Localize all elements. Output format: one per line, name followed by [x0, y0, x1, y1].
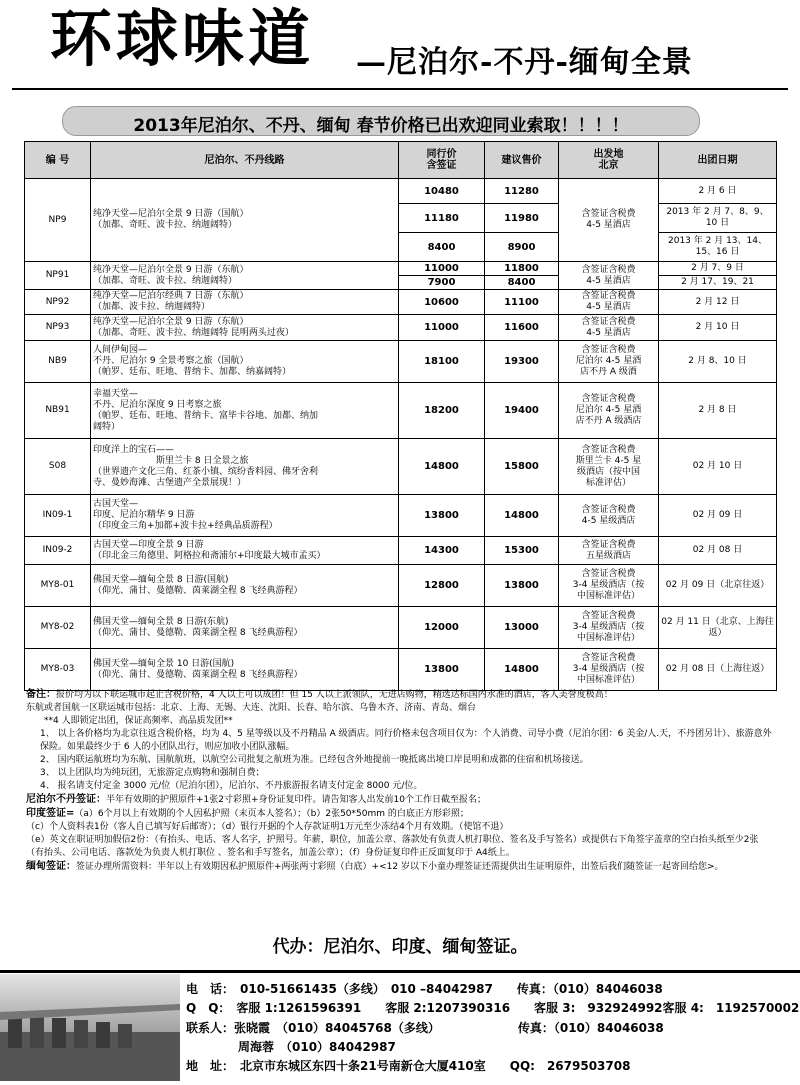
row-note: 含签证含税费 4-5 星酒店 [559, 262, 659, 290]
seats-text: **4 人即锁定出团，保证高频率、高品质发团** [26, 716, 233, 726]
row-retail-price: 15300 [485, 537, 559, 565]
row-code: NB91 [25, 383, 91, 439]
row-route: 纯净天堂—尼泊尔全景 9 日游（东航） （加都、奇旺、波卡拉、纳迦阔特 昆明两头过夜） [91, 315, 399, 341]
footer-address: 地 址： 北京市东城区东四十条21号南新仓大厦410室 QQ: 2679503708 [186, 1059, 631, 1073]
india-visa-text: （a）6个月以上有效期的个人因私护照（末页本人签名）；（b）2张50*50mm 的白底正方形彩照； [74, 809, 469, 819]
row-peer-price: 11180 [399, 204, 485, 233]
row-note: 含签证含税费 3-4 星级酒店（按 中国标准评估） [559, 607, 659, 649]
row-route: 纯净天堂—尼泊尔全景 9 日游（东航） （加都、奇旺、波卡拉、纳迦阔特） [91, 262, 399, 290]
row-code: IN09-2 [25, 537, 91, 565]
note-item: 3、 以上团队均为纯玩团，无旅游定点购物和强制自费； [40, 768, 265, 778]
row-peer-price: 11000 [399, 262, 485, 276]
price-table [24, 141, 777, 691]
row-retail-price: 8900 [485, 233, 559, 262]
footer-contact: 联系人：张晓霞 （010）84045768（多线） 传真：（010）84046038 [186, 1021, 664, 1035]
row-note: 含签证含税费 3-4 星级酒店（按 中国标准评估） [559, 565, 659, 607]
row-date: 02 月 10 日 [659, 439, 777, 495]
notes-section [26, 688, 776, 874]
table-row [25, 262, 777, 276]
row-peer-price: 18100 [399, 341, 485, 383]
remark-paragraph [26, 688, 776, 702]
row-retail-price: 11980 [485, 204, 559, 233]
np-visa-label: 尼泊尔不丹签证： [26, 794, 106, 805]
col-dates-header: 出团日期 [659, 142, 777, 179]
row-peer-price: 11000 [399, 315, 485, 341]
row-date: 2 月 8、10 日 [659, 341, 777, 383]
row-note: 含签证含税费 五星级酒店 [559, 537, 659, 565]
row-peer-price: 10600 [399, 290, 485, 315]
india-visa-label: 印度签证= [26, 808, 75, 819]
row-retail-price: 19400 [485, 383, 559, 439]
footer-contact-2: 周海蓉 （010）84042987 [238, 1040, 396, 1054]
cities-text: 东航或者国航一区联运城市包括：北京、上海、无锡、大连、沈阳、长春、哈尔滨、乌鲁木齐、济南、青岛、烟台 [26, 703, 477, 713]
footer-divider [0, 970, 800, 973]
row-code: NP92 [25, 290, 91, 315]
row-route: 印度洋上的宝石—— 斯里兰卡 8 日全景之旅 （世界遗产文化三角、红茶小镇、缤纷香料园、佛牙舍利 寺、曼妙海滩、古堡遗产全景展现！） [91, 439, 399, 495]
table-header-row [25, 142, 777, 179]
prayer-wheels-photo [0, 974, 180, 1081]
row-peer-price: 12800 [399, 565, 485, 607]
col-route-header: 尼泊尔、不丹线路 [91, 142, 399, 179]
table-row [25, 439, 777, 495]
row-date: 2 月 6 日 [659, 179, 777, 204]
agent-line: 代办：尼泊尔、印度、缅甸签证。 [272, 937, 528, 957]
row-note: 含签证含税费 3-4 星级酒店（按 中国标准评估） [559, 649, 659, 691]
row-retail-price: 11280 [485, 179, 559, 204]
row-note: 含签证含税费 4-5 星酒店 [559, 179, 659, 262]
promo-banner [62, 106, 700, 136]
row-date: 02 月 09 日 [659, 495, 777, 537]
row-note: 含签证含税费 尼泊尔 4-5 星酒 店不丹 A 级酒店 [559, 383, 659, 439]
prayer-wheels-icon [0, 974, 180, 1081]
row-route: 佛国天堂—缅甸全景 8 日游(东航) （仰光、蒲甘、曼德勒、茵莱湖全程 8 飞经典游程） [91, 607, 399, 649]
row-date: 02 月 09 日（北京往返） [659, 565, 777, 607]
india-visa-text: （e）英文在职证明加假信2份：（有抬头、电话、客人名字，护照号。年薪，职位，加盖公章、落款处有负责人机打职位、签名及手写签名）或提供右下角签字盖章的空白抬头纸至少2张（有抬头、公司电话、落款处为负责人机打职位 、签名和手写签名，加盖公章）；（f）身份证复印件正反面复印于 A4纸上。 [26, 835, 759, 858]
row-code: IN09-1 [25, 495, 91, 537]
row-route: 纯净天堂—尼泊尔全景 9 日游（国航） （加都、奇旺、波卡拉、纳迦阔特） [91, 179, 399, 262]
row-peer-price: 10480 [399, 179, 485, 204]
table-row [25, 649, 777, 691]
table-row [25, 315, 777, 341]
row-code: NB9 [25, 341, 91, 383]
footer-qq: Q Q： 客服 1:1261596391 客服 2:1207390316 客服 3: 932924992客服 4: 1192570002 [186, 1001, 800, 1015]
table-row [25, 607, 777, 649]
row-date: 2013 年 2 月 13、14、15、16 日 [659, 233, 777, 262]
col-retail-price-header: 建议售价 [485, 142, 559, 179]
row-date: 2 月 7、9 日 [659, 262, 777, 276]
myanmar-visa-paragraph [26, 860, 776, 874]
row-note: 含签证含税费 4-5 星酒店 [559, 290, 659, 315]
brand-subtitle: —尼泊尔-不丹-缅甸全景 [356, 45, 693, 80]
row-peer-price: 14300 [399, 537, 485, 565]
row-note: 含签证含税费 尼泊尔 4-5 星酒 店不丹 A 级酒 [559, 341, 659, 383]
row-date: 2013 年 2 月 7、8、9、10 日 [659, 204, 777, 233]
row-peer-price: 8400 [399, 233, 485, 262]
row-date: 2 月 8 日 [659, 383, 777, 439]
header-divider [12, 88, 788, 90]
table-row [25, 537, 777, 565]
row-date: 02 月 08 日 [659, 537, 777, 565]
row-note: 含签证含税费 4-5 星酒店 [559, 315, 659, 341]
promo-banner-text: 2013年尼泊尔、不丹、缅甸 春节价格已出欢迎同业索取！！！！ [133, 116, 629, 136]
brand-title: 环球味道 [50, 2, 315, 75]
row-code: MY8-02 [25, 607, 91, 649]
row-code: S08 [25, 439, 91, 495]
row-date: 02 月 11 日（北京、上海往返） [659, 607, 777, 649]
row-route: 佛国天堂—缅甸全景 8 日游(国航) （仰光、蒲甘、曼德勒、茵莱湖全程 8 飞经典游程） [91, 565, 399, 607]
footer-phone: 电 话： 010-51661435（多线） 010 –84042987 传真：（010）84046038 [186, 982, 663, 996]
row-route: 古国天堂—印度全景 9 日游 （印北金三角德里、阿格拉和斋浦尔+印度最大城市孟买） [91, 537, 399, 565]
note-item: 1、 以上各价格均为北京往返含税价格，均为 4、5 星等级以及不丹精品 A 级酒店。同行价格未包含项目仅为：个人消费、司导小费（尼泊尔团：6 美金/人.天，不丹团另计）、旅游意外保险。如果最终少于 6 人的小团队出行，则应加收小团队涨幅。 [40, 729, 772, 752]
row-peer-price: 12000 [399, 607, 485, 649]
row-retail-price: 13000 [485, 607, 559, 649]
row-peer-price: 13800 [399, 495, 485, 537]
row-peer-price: 7900 [399, 276, 485, 290]
myanmar-visa-text: 签证办理所需资料：半年以上有效期因私护照原件+两张两寸彩照（白底）+<12 岁以下小童办理签证还需提供出生证明原件，出签后我们随签证一起寄回给您>。 [76, 862, 724, 872]
row-note: 含签证含税费 斯里兰卡 4-5 星 级酒店（按中国 标准评估） [559, 439, 659, 495]
row-route: 纯净天堂—尼泊尔经典 7 日游（东航） （加都、波卡拉、纳迦阔特） [91, 290, 399, 315]
col-departure-header: 出发地 北京 [559, 142, 659, 179]
row-note: 含签证含税费 4-5 星级酒店 [559, 495, 659, 537]
col-code-header: 编 号 [25, 142, 91, 179]
row-retail-price: 14800 [485, 649, 559, 691]
row-peer-price: 13800 [399, 649, 485, 691]
note-item: 4、 报名请支付定金 3000 元/位（尼泊尔团），尼泊尔、不丹旅游报名请支付定金 8000 元/位。 [40, 781, 423, 791]
row-retail-price: 14800 [485, 495, 559, 537]
row-date: 2 月 12 日 [659, 290, 777, 315]
row-code: NP91 [25, 262, 91, 290]
col-peer-price-header: 同行价 含签证 [399, 142, 485, 179]
row-retail-price: 11600 [485, 315, 559, 341]
table-row [25, 341, 777, 383]
row-code: MY8-01 [25, 565, 91, 607]
india-visa-text: （c）个人资料表1份（客人自己填写好后邮寄）；（d）银行开据的个人存款证明1万元至少冻结4个月有效期。（使馆不退） [26, 822, 509, 832]
row-date: 2 月 17、19、21 [659, 276, 777, 290]
row-route: 人间伊甸园— 不丹、尼泊尔 9 全景考察之旅（国航） （帕罗、廷布、旺地、普纳卡、加都、纳嘉阔特） [91, 341, 399, 383]
table-row [25, 179, 777, 204]
row-code: NP9 [25, 179, 91, 262]
remark-text: 报价均为以下联运城市起止含税价格，4 人以上可以成团！但 15 人以上派领队，无进店购物，精选达标国内水准的酒店，客人美誉度极高！ [56, 690, 613, 700]
row-retail-price: 19300 [485, 341, 559, 383]
myanmar-visa-label: 缅甸签证： [26, 861, 76, 872]
row-date: 2 月 10 日 [659, 315, 777, 341]
row-route: 幸福天堂— 不丹、尼泊尔深度 9 日考察之旅 （帕罗、廷布、旺地、普纳卡、富毕卡谷地、加都、纳加 阔特） [91, 383, 399, 439]
row-retail-price: 8400 [485, 276, 559, 290]
row-peer-price: 14800 [399, 439, 485, 495]
row-peer-price: 18200 [399, 383, 485, 439]
remark-label: 备注： [26, 689, 56, 700]
row-code: MY8-03 [25, 649, 91, 691]
row-date: 02 月 08 日（上海往返） [659, 649, 777, 691]
row-retail-price: 15800 [485, 439, 559, 495]
np-visa-paragraph [26, 793, 776, 807]
row-retail-price: 11800 [485, 262, 559, 276]
np-visa-text: 半年有效期的护照原件+1张2寸彩照+身份证复印件。请告知客人出发前10个工作日截至报名； [106, 795, 486, 805]
table-row [25, 495, 777, 537]
table-row [25, 565, 777, 607]
row-code: NP93 [25, 315, 91, 341]
row-route: 古国天堂— 印度、尼泊尔精华 9 日游 （印度金三角+加都+波卡拉+经典品质游程） [91, 495, 399, 537]
row-retail-price: 11100 [485, 290, 559, 315]
note-item: 2、 国内联运航班均为东航、国航航班，以航空公司批复之航班为准。已经包含外地提前一晚抵离出境口岸昆明和成都的住宿和机场接送。 [40, 755, 589, 765]
india-visa-paragraph [26, 807, 776, 821]
table-row [25, 290, 777, 315]
row-route: 佛国天堂—缅甸全景 10 日游(国航) （仰光、蒲甘、曼德勒、茵莱湖全程 8 飞经典游程） [91, 649, 399, 691]
table-row [25, 383, 777, 439]
row-retail-price: 13800 [485, 565, 559, 607]
